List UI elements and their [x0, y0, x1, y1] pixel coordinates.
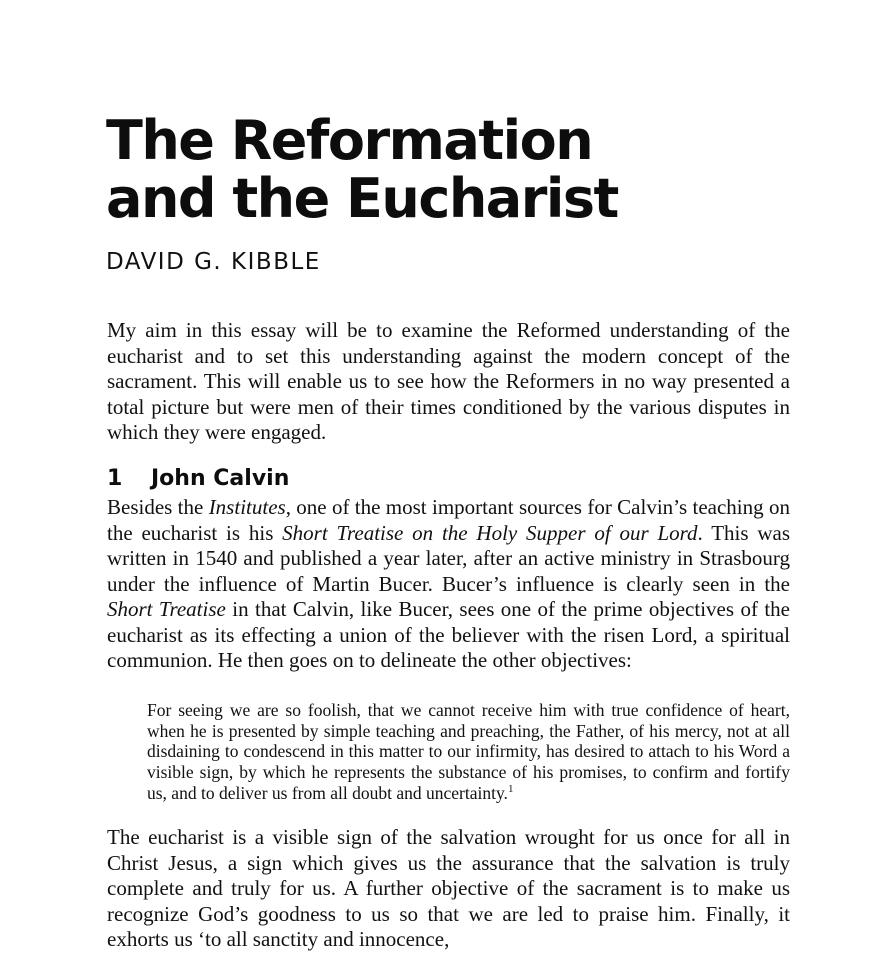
article-title — [106, 109, 618, 230]
intro-text: My aim in this essay will be to examine the Reformed understanding of the eucharist and to set this understanding against the modern concept of the sacrament. This will enable us to see how the Reformers in no way presented a total picture but were men of their times conditioned by the various disputes in which they were engaged. — [107, 318, 790, 444]
short-treatise-full-title: Short Treatise on the Holy Supper of our Lord — [282, 520, 698, 545]
section-paragraph-2 — [107, 825, 790, 953]
paragraph-2-text: The eucharist is a visible sign of the salvation wrought for us once for all in Christ Jesus, a sign which gives us the assurance that the salvation is truly complete and truly for us. A further objective of the sacrament is to make us recognize God’s goodness to us so that we are led to praise him. Finally, it exhorts us ‘to all sanctity and innocence, — [107, 825, 790, 951]
author-byline: DAVID G. KIBBLE — [106, 249, 321, 275]
section-number: 1 — [107, 466, 123, 491]
paragraph-1-segment-b: , one of the most important sources for Calvin’s teaching on the eucharist is his — [107, 495, 790, 545]
short-treatise-title: Short Treatise — [107, 597, 226, 621]
paragraph-1-segment-a: Besides the — [107, 495, 209, 519]
section-title: John Calvin — [151, 466, 290, 491]
article-title-line-2: and the Eucharist — [106, 167, 618, 230]
paragraph-1-text — [107, 495, 790, 674]
section-heading — [107, 466, 289, 491]
article-title-line-1: The Reformation — [106, 109, 593, 172]
paragraph-1-segment-d: in that Calvin, like Bucer, sees one of the prime objectives of the eucharist as its effecting a union of the believer with the risen Lord, a spiritual communion. He then goes on to delineate the other objectives: — [107, 597, 791, 672]
intro-paragraph — [107, 318, 790, 446]
section-paragraph-1 — [107, 495, 790, 674]
institutes-title: Institutes — [208, 495, 286, 519]
block-quote-text: For seeing we are so foolish, that we cannot receive him with true confidence of heart, when he is presented by simple teaching and preaching, the Father, of his mercy, not at all disdaining to condescend in this matter to our infirmity, has desired to attach to his Word a visible sign, by which he represents the substance of his promises, to confirm and fortify us, and to deliver us from all doubt and uncertainty. — [147, 700, 790, 803]
footnote-marker: 1 — [507, 782, 514, 795]
paragraph-1-segment-c: . This was written in 1540 and published a year later, after an active ministry in Strasbourg under the influence of Martin Bucer. Bucer’s influence is clearly seen in the — [107, 520, 790, 596]
block-quote — [147, 700, 790, 804]
